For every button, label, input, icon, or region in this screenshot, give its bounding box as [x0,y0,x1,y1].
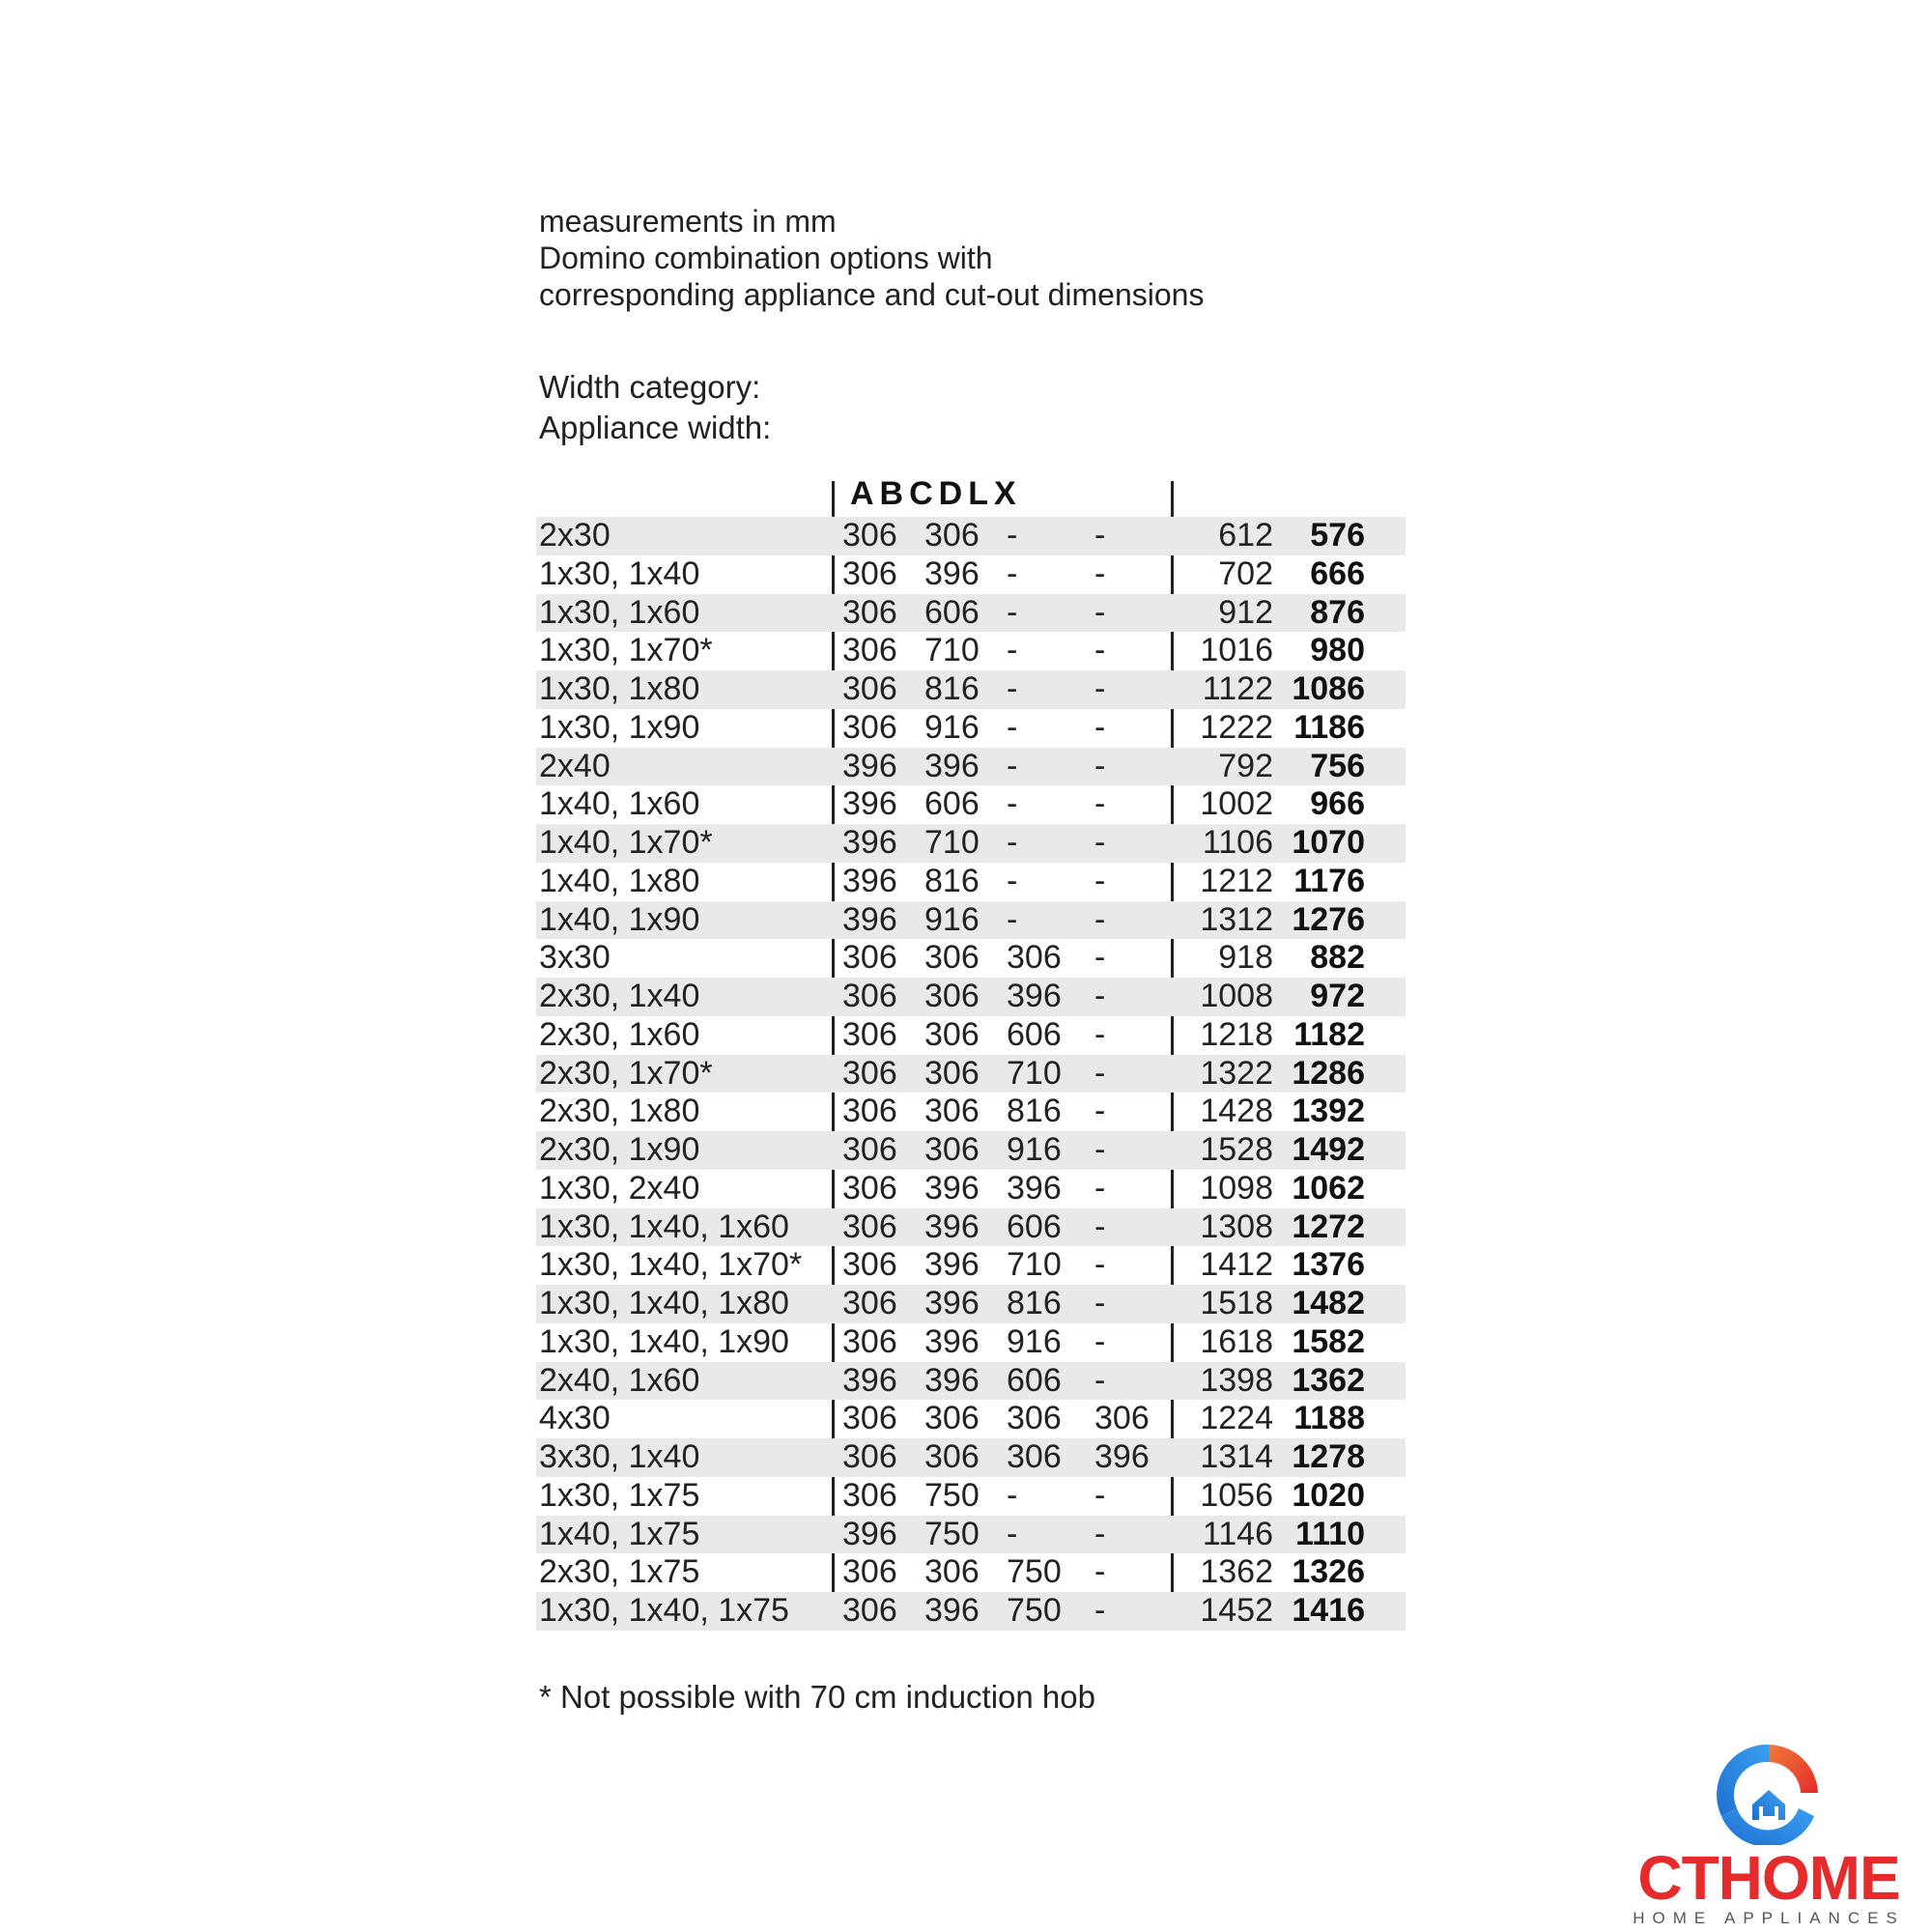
cell-b: 396 [924,1208,980,1245]
cell-d: - [1094,1553,1106,1591]
cell-a: 306 [842,1322,897,1360]
cell-cutout: 882 [1310,939,1365,977]
cell-cutout: 1362 [1292,1361,1365,1399]
cell-b: 396 [924,1246,980,1284]
cell-d: - [1094,1361,1106,1399]
cell-c: 606 [1007,1208,1062,1245]
cell-total: 792 [1218,747,1273,784]
cell-d: - [1094,593,1106,631]
cell-d: - [1094,1476,1106,1514]
cell-label: 2x40 [539,747,611,784]
footnote: * Not possible with 70 cm induction hob [539,1679,1095,1715]
cell-a: 306 [842,978,897,1014]
cell-total: 1518 [1200,1285,1273,1321]
cell-label: 1x30, 1x40, 1x80 [539,1285,789,1321]
intro-line-3: corresponding appliance and cut-out dimensions [539,277,1205,312]
cell-total: 1308 [1200,1208,1273,1245]
cell-c: - [1007,747,1018,784]
cell-label: 1x40, 1x80 [539,862,700,899]
table-row [536,1553,1406,1592]
cell-label: 2x30 [539,517,611,554]
cell-label: 3x30, 1x40 [539,1438,700,1475]
cell-d: - [1094,1285,1106,1321]
cell-a: 306 [842,632,897,669]
table-row [536,901,1406,940]
cell-label: 1x30, 1x70* [539,632,713,669]
cell-c: 396 [1007,978,1062,1014]
cell-d: - [1094,1093,1106,1130]
cell-c: 606 [1007,1361,1062,1399]
table-row [536,1208,1406,1247]
table-row [536,1592,1406,1631]
cell-a: 306 [842,670,897,707]
table-row [536,1323,1406,1362]
cell-cutout: 756 [1310,747,1365,784]
cell-d: - [1094,978,1106,1014]
cell-label: 2x40, 1x60 [539,1361,700,1399]
table-row [536,1516,1406,1554]
cell-label: 1x30, 1x40, 1x60 [539,1208,789,1245]
cell-b: 306 [924,1553,980,1591]
cell-cutout: 876 [1310,593,1365,631]
brand-logo [1619,1739,1918,1927]
cell-cutout: 1272 [1292,1208,1365,1245]
cell-d: - [1094,824,1106,861]
cell-b: 396 [924,1592,980,1629]
cell-c: 816 [1007,1285,1062,1321]
cell-total: 1322 [1200,1054,1273,1092]
cell-total: 918 [1218,939,1273,977]
table-row [536,1055,1406,1094]
cell-a: 396 [842,1361,897,1399]
dimensions-table [536,517,1406,1631]
cell-cutout: 1188 [1293,1400,1365,1437]
cell-d: - [1094,1322,1106,1360]
cell-a: 396 [842,862,897,899]
cell-a: 306 [842,517,897,554]
cell-a: 306 [842,939,897,977]
cell-a: 396 [842,785,897,823]
cell-label: 4x30 [539,1400,611,1437]
cell-label: 1x40, 1x75 [539,1515,700,1552]
cell-c: 306 [1007,1400,1062,1437]
cell-cutout: 980 [1310,632,1365,669]
table-row [536,594,1406,633]
table-row [536,785,1406,824]
cell-a: 396 [842,1515,897,1552]
cell-c: 306 [1007,939,1062,977]
cell-c: 710 [1007,1054,1062,1092]
table-row [536,1285,1406,1323]
cell-cutout: 1086 [1292,670,1365,707]
intro-line-1: measurements in mm [539,204,837,239]
cell-total: 1122 [1202,670,1273,707]
cell-b: 750 [924,1515,980,1552]
cell-b: 750 [924,1476,980,1514]
cell-d: - [1094,1208,1106,1245]
table-row [536,632,1406,670]
cell-total: 1312 [1200,900,1273,938]
cell-c: - [1007,1515,1018,1552]
cell-b: 396 [924,1169,980,1207]
cell-label: 3x30 [539,939,611,977]
table-row [536,748,1406,786]
cell-a: 306 [842,1208,897,1245]
cell-total: 1016 [1200,632,1273,669]
cell-b: 396 [924,554,980,592]
cell-label: 1x40, 1x60 [539,785,700,823]
cell-label: 1x30, 1x40, 1x75 [539,1592,789,1629]
table-row [536,824,1406,863]
cell-d: - [1094,785,1106,823]
cell-d: - [1094,1054,1106,1092]
cell-total: 1212 [1200,862,1273,899]
cell-b: 396 [924,747,980,784]
cell-total: 1428 [1200,1093,1273,1130]
cell-total: 1146 [1202,1515,1273,1552]
cell-c: 710 [1007,1246,1062,1284]
cell-b: 306 [924,1438,980,1475]
cell-d: - [1094,939,1106,977]
cell-label: 1x30, 1x40, 1x70* [539,1246,803,1284]
cell-a: 306 [842,1054,897,1092]
cell-a: 306 [842,593,897,631]
cell-cutout: 1278 [1292,1438,1365,1475]
cell-total: 1362 [1200,1553,1273,1591]
cell-label: 1x30, 2x40 [539,1169,700,1207]
width-labels [539,367,771,448]
table-row [536,1362,1406,1401]
cell-cutout: 1070 [1292,824,1365,861]
cell-label: 1x30, 1x40 [539,554,700,592]
cell-c: - [1007,554,1018,592]
cell-d: - [1094,1015,1106,1053]
cell-a: 306 [842,554,897,592]
cell-cutout: 1416 [1292,1592,1365,1629]
cell-b: 396 [924,1285,980,1321]
cell-d: - [1094,632,1106,669]
cell-cutout: 1182 [1293,1015,1365,1053]
cell-d: 306 [1094,1400,1150,1437]
cell-a: 306 [842,1246,897,1284]
cell-label: 1x30, 1x75 [539,1476,700,1514]
table-row [536,1438,1406,1477]
cell-d: - [1094,554,1106,592]
cell-d: 396 [1094,1438,1150,1475]
cell-c: - [1007,708,1018,746]
cell-c: - [1007,862,1018,899]
cell-b: 710 [924,824,980,861]
table-row [536,1246,1406,1285]
cell-b: 306 [924,1400,980,1437]
cell-a: 396 [842,747,897,784]
cell-cutout: 1492 [1292,1131,1365,1168]
table-row [536,1400,1406,1438]
cell-d: - [1094,900,1106,938]
table-row [536,709,1406,748]
cell-d: - [1094,1592,1106,1629]
cell-d: - [1094,1246,1106,1284]
table-row [536,939,1406,978]
table-row [536,555,1406,594]
cell-label: 2x30, 1x60 [539,1015,700,1053]
cell-c: - [1007,1476,1018,1514]
cell-a: 306 [842,1169,897,1207]
cell-b: 306 [924,1015,980,1053]
cell-cutout: 1110 [1295,1515,1365,1552]
cell-c: - [1007,900,1018,938]
cell-cutout: 966 [1310,785,1365,823]
cell-a: 306 [842,708,897,746]
cell-d: - [1094,1131,1106,1168]
cell-label: 1x30, 1x60 [539,593,700,631]
cell-cutout: 1020 [1292,1476,1365,1514]
cell-a: 306 [842,1553,897,1591]
intro-line-2: Domino combination options with [539,241,993,275]
table-row [536,978,1406,1016]
cell-label: 2x30, 1x80 [539,1093,700,1130]
cell-cutout: 1276 [1292,900,1365,938]
cell-b: 396 [924,1361,980,1399]
house-logo-icon [1708,1739,1830,1845]
cell-b: 606 [924,785,980,823]
cell-a: 306 [842,1592,897,1629]
cell-d: - [1094,708,1106,746]
logo-name-home: HOME [1718,1843,1900,1913]
cell-cutout: 666 [1310,554,1365,592]
cell-label: 1x30, 1x40, 1x90 [539,1322,789,1360]
cell-label: 2x30, 1x40 [539,978,700,1014]
cell-cutout: 1186 [1293,708,1365,746]
cell-c: - [1007,632,1018,669]
cell-c: - [1007,670,1018,707]
cell-cutout: 576 [1310,517,1365,554]
table-row [536,1131,1406,1170]
cell-b: 916 [924,900,980,938]
cell-cutout: 1062 [1292,1169,1365,1207]
cell-c: 816 [1007,1093,1062,1130]
cell-label: 1x30, 1x80 [539,670,700,707]
cell-b: 816 [924,670,980,707]
cell-a: 306 [842,1015,897,1053]
cell-cutout: 1286 [1292,1054,1365,1092]
appliance-width-label: Appliance width: [539,410,772,445]
table-row [536,1170,1406,1208]
logo-tagline: HOME APPLIANCES [1633,1909,1905,1927]
cell-total: 1106 [1202,824,1273,861]
cell-c: 606 [1007,1015,1062,1053]
cell-c: 916 [1007,1131,1062,1168]
cell-total: 912 [1218,593,1273,631]
table-row [536,863,1406,901]
cell-a: 306 [842,1093,897,1130]
cell-label: 2x30, 1x90 [539,1131,700,1168]
cell-cutout: 1392 [1292,1093,1365,1130]
cell-d: - [1094,1169,1106,1207]
cell-d: - [1094,1515,1106,1552]
cell-c: - [1007,517,1018,554]
cell-b: 710 [924,632,980,669]
cell-total: 1222 [1200,708,1273,746]
logo-wordmark [1619,1843,1918,1913]
cell-b: 816 [924,862,980,899]
table-row [536,517,1406,555]
cell-cutout: 972 [1310,978,1365,1014]
cell-b: 306 [924,1054,980,1092]
cell-total: 1412 [1200,1246,1273,1284]
cell-c: - [1007,593,1018,631]
table-row [536,670,1406,709]
table-row [536,1093,1406,1131]
cell-c: - [1007,824,1018,861]
cell-b: 306 [924,978,980,1014]
cell-c: 916 [1007,1322,1062,1360]
cell-d: - [1094,670,1106,707]
table-row [536,1477,1406,1516]
cell-a: 396 [842,824,897,861]
cell-b: 306 [924,939,980,977]
cell-b: 606 [924,593,980,631]
cell-a: 306 [842,1400,897,1437]
cell-total: 1002 [1200,785,1273,823]
cell-d: - [1094,517,1106,554]
cell-total: 1056 [1200,1476,1273,1514]
cell-label: 1x40, 1x90 [539,900,700,938]
column-header: ABCDLX [850,475,1022,512]
cell-total: 1452 [1200,1592,1273,1629]
cell-b: 306 [924,1093,980,1130]
cell-cutout: 1482 [1292,1285,1365,1321]
cell-c: - [1007,785,1018,823]
cell-b: 396 [924,1322,980,1360]
cell-d: - [1094,862,1106,899]
cell-total: 1098 [1200,1169,1273,1207]
cell-total: 1618 [1200,1322,1273,1360]
cell-label: 1x40, 1x70* [539,824,713,861]
cell-a: 306 [842,1285,897,1321]
cell-c: 396 [1007,1169,1062,1207]
cell-cutout: 1582 [1292,1322,1365,1360]
intro-text [539,203,1204,313]
cell-total: 1224 [1200,1400,1273,1437]
cell-label: 2x30, 1x70* [539,1054,713,1092]
cell-total: 612 [1218,517,1273,554]
cell-total: 1008 [1200,978,1273,1014]
cell-cutout: 1376 [1292,1246,1365,1284]
cell-cutout: 1176 [1293,862,1365,899]
width-category-label: Width category: [539,369,761,405]
cell-b: 306 [924,1131,980,1168]
table-row [536,1016,1406,1055]
cell-total: 702 [1218,554,1273,592]
cell-label: 2x30, 1x75 [539,1553,700,1591]
cell-b: 916 [924,708,980,746]
cell-a: 306 [842,1476,897,1514]
cell-total: 1218 [1200,1015,1273,1053]
cell-b: 306 [924,517,980,554]
cell-c: 750 [1007,1553,1062,1591]
cell-c: 306 [1007,1438,1062,1475]
cell-total: 1314 [1200,1438,1273,1475]
cell-a: 306 [842,1438,897,1475]
cell-cutout: 1326 [1292,1553,1365,1591]
cell-total: 1398 [1200,1361,1273,1399]
cell-a: 396 [842,900,897,938]
cell-d: - [1094,747,1106,784]
cell-total: 1528 [1200,1131,1273,1168]
cell-c: 750 [1007,1592,1062,1629]
cell-label: 1x30, 1x90 [539,708,700,746]
cell-a: 306 [842,1131,897,1168]
logo-name-ct: CT [1637,1843,1719,1913]
